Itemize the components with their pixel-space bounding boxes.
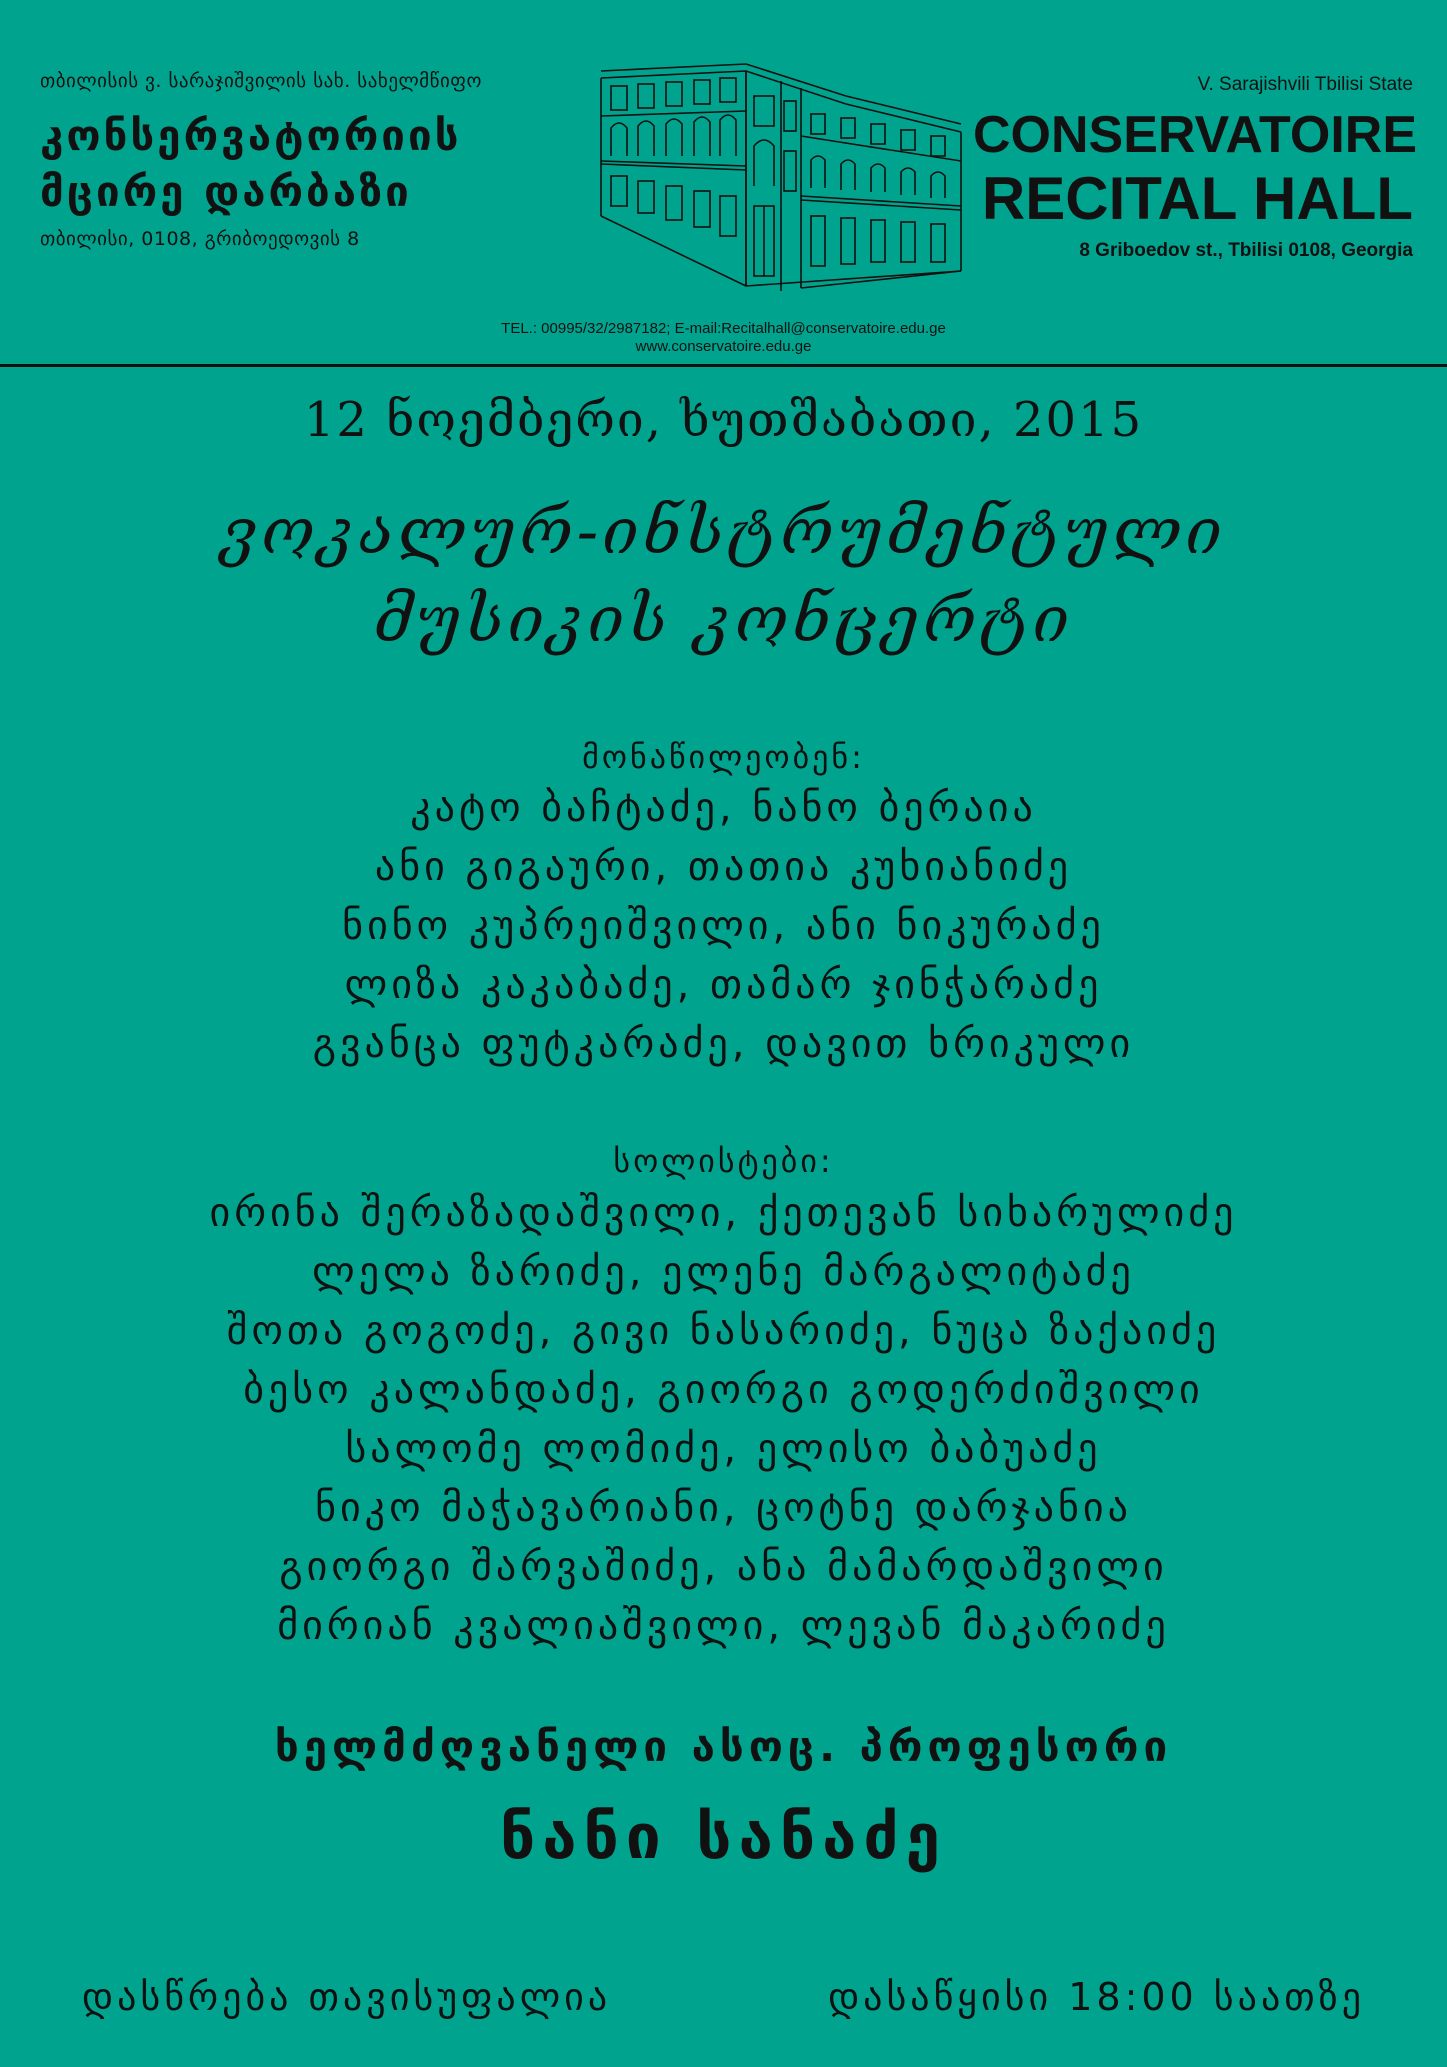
contact-line: TEL.: 00995/32/2987182; E-mail:Recitalhall@conservatoire.edu.ge bbox=[501, 320, 946, 337]
admission-note: დასწრება თავისუფალია bbox=[82, 1975, 612, 2019]
address-english: 8 Griboedov st., Tbilisi 0108, Georgia bbox=[1079, 240, 1413, 261]
header-divider bbox=[0, 364, 1447, 367]
header-right-english bbox=[973, 74, 1418, 262]
conservatoire-building-illustration bbox=[596, 56, 966, 306]
event-title-line2: მუსიკის კონცერტი bbox=[373, 583, 1074, 657]
participants-label: მონაწილეობენ: bbox=[582, 738, 865, 776]
institution-name-georgian: თბილისის ვ. სარაჯიშვილის სახ. სახელმწიფო bbox=[40, 70, 482, 92]
institution-name-english: V. Sarajishvili Tbilisi State bbox=[1197, 74, 1413, 95]
participants-list bbox=[0, 779, 1447, 1074]
soloists-line: შოთა გოგოძე, გივი ნასარიძე, ნუცა ზაქაიძე bbox=[226, 1308, 1221, 1354]
participants-line: ნინო კუპრეიშვილი, ანი ნიკურაძე bbox=[342, 903, 1105, 949]
soloists-line: ბესო კალანდაძე, გიორგი გოდერძიშვილი bbox=[243, 1367, 1204, 1413]
leader-name: ნანი სანაძე bbox=[499, 1800, 948, 1873]
soloists-list bbox=[0, 1184, 1447, 1656]
participants-line: ლიზა კაკაბაძე, თამარ ჯინჭარაძე bbox=[344, 962, 1103, 1008]
start-time: დასაწყისი 18:00 საათზე bbox=[828, 1975, 1365, 2019]
event-date: 12 ნოემბერი, ხუთშაბათი, 2015 bbox=[303, 392, 1144, 448]
participants-line: ანი გიგაური, თათია კუხიანიძე bbox=[374, 844, 1073, 890]
soloists-line: ნიკო მაჭავარიანი, ცოტნე დარჯანია bbox=[315, 1485, 1132, 1531]
hall-title-georgian-line2: მცირე დარბაზი bbox=[40, 167, 412, 216]
soloists-line: გიორგი შარვაშიძე, ანა მამარდაშვილი bbox=[279, 1544, 1168, 1590]
event-title-line1: ვოკალურ-ინსტრუმენტული bbox=[221, 495, 1226, 569]
leader-role: ხელმძღვანელი ასოც. პროფესორი bbox=[274, 1722, 1173, 1771]
event-title bbox=[0, 488, 1447, 664]
soloists-line: ლელა ზარიძე, ელენე მარგალიტაძე bbox=[312, 1249, 1135, 1295]
soloists-line: სალომე ლომიძე, ელისო ბაბუაძე bbox=[345, 1426, 1102, 1472]
address-georgian: თბილისი, 0108, გრიბოედოვის 8 bbox=[40, 228, 360, 250]
soloists-line: მირიან კვალიაშვილი, ლევან მაკარიძე bbox=[277, 1603, 1170, 1649]
soloists-line: ირინა შერაზადაშვილი, ქეთევან სიხარულიძე bbox=[209, 1190, 1238, 1236]
soloists-label: სოლისტები: bbox=[613, 1142, 834, 1180]
header-left-georgian bbox=[40, 70, 520, 250]
contact-info bbox=[0, 320, 1447, 356]
participants-line: კატო ბაჩტაძე, ნანო ბერაია bbox=[410, 785, 1037, 831]
hall-title-georgian-line1: კონსერვატორიის bbox=[40, 111, 462, 160]
hall-title-english-line2: RECITAL HALL bbox=[981, 165, 1413, 232]
header bbox=[0, 0, 1447, 364]
participants-line: გვანცა ფუტკარაძე, დავით ხრიკული bbox=[312, 1021, 1135, 1067]
hall-title-english-line1: CONSERVATOIRE bbox=[973, 106, 1418, 164]
website: www.conservatoire.edu.ge bbox=[635, 338, 812, 355]
